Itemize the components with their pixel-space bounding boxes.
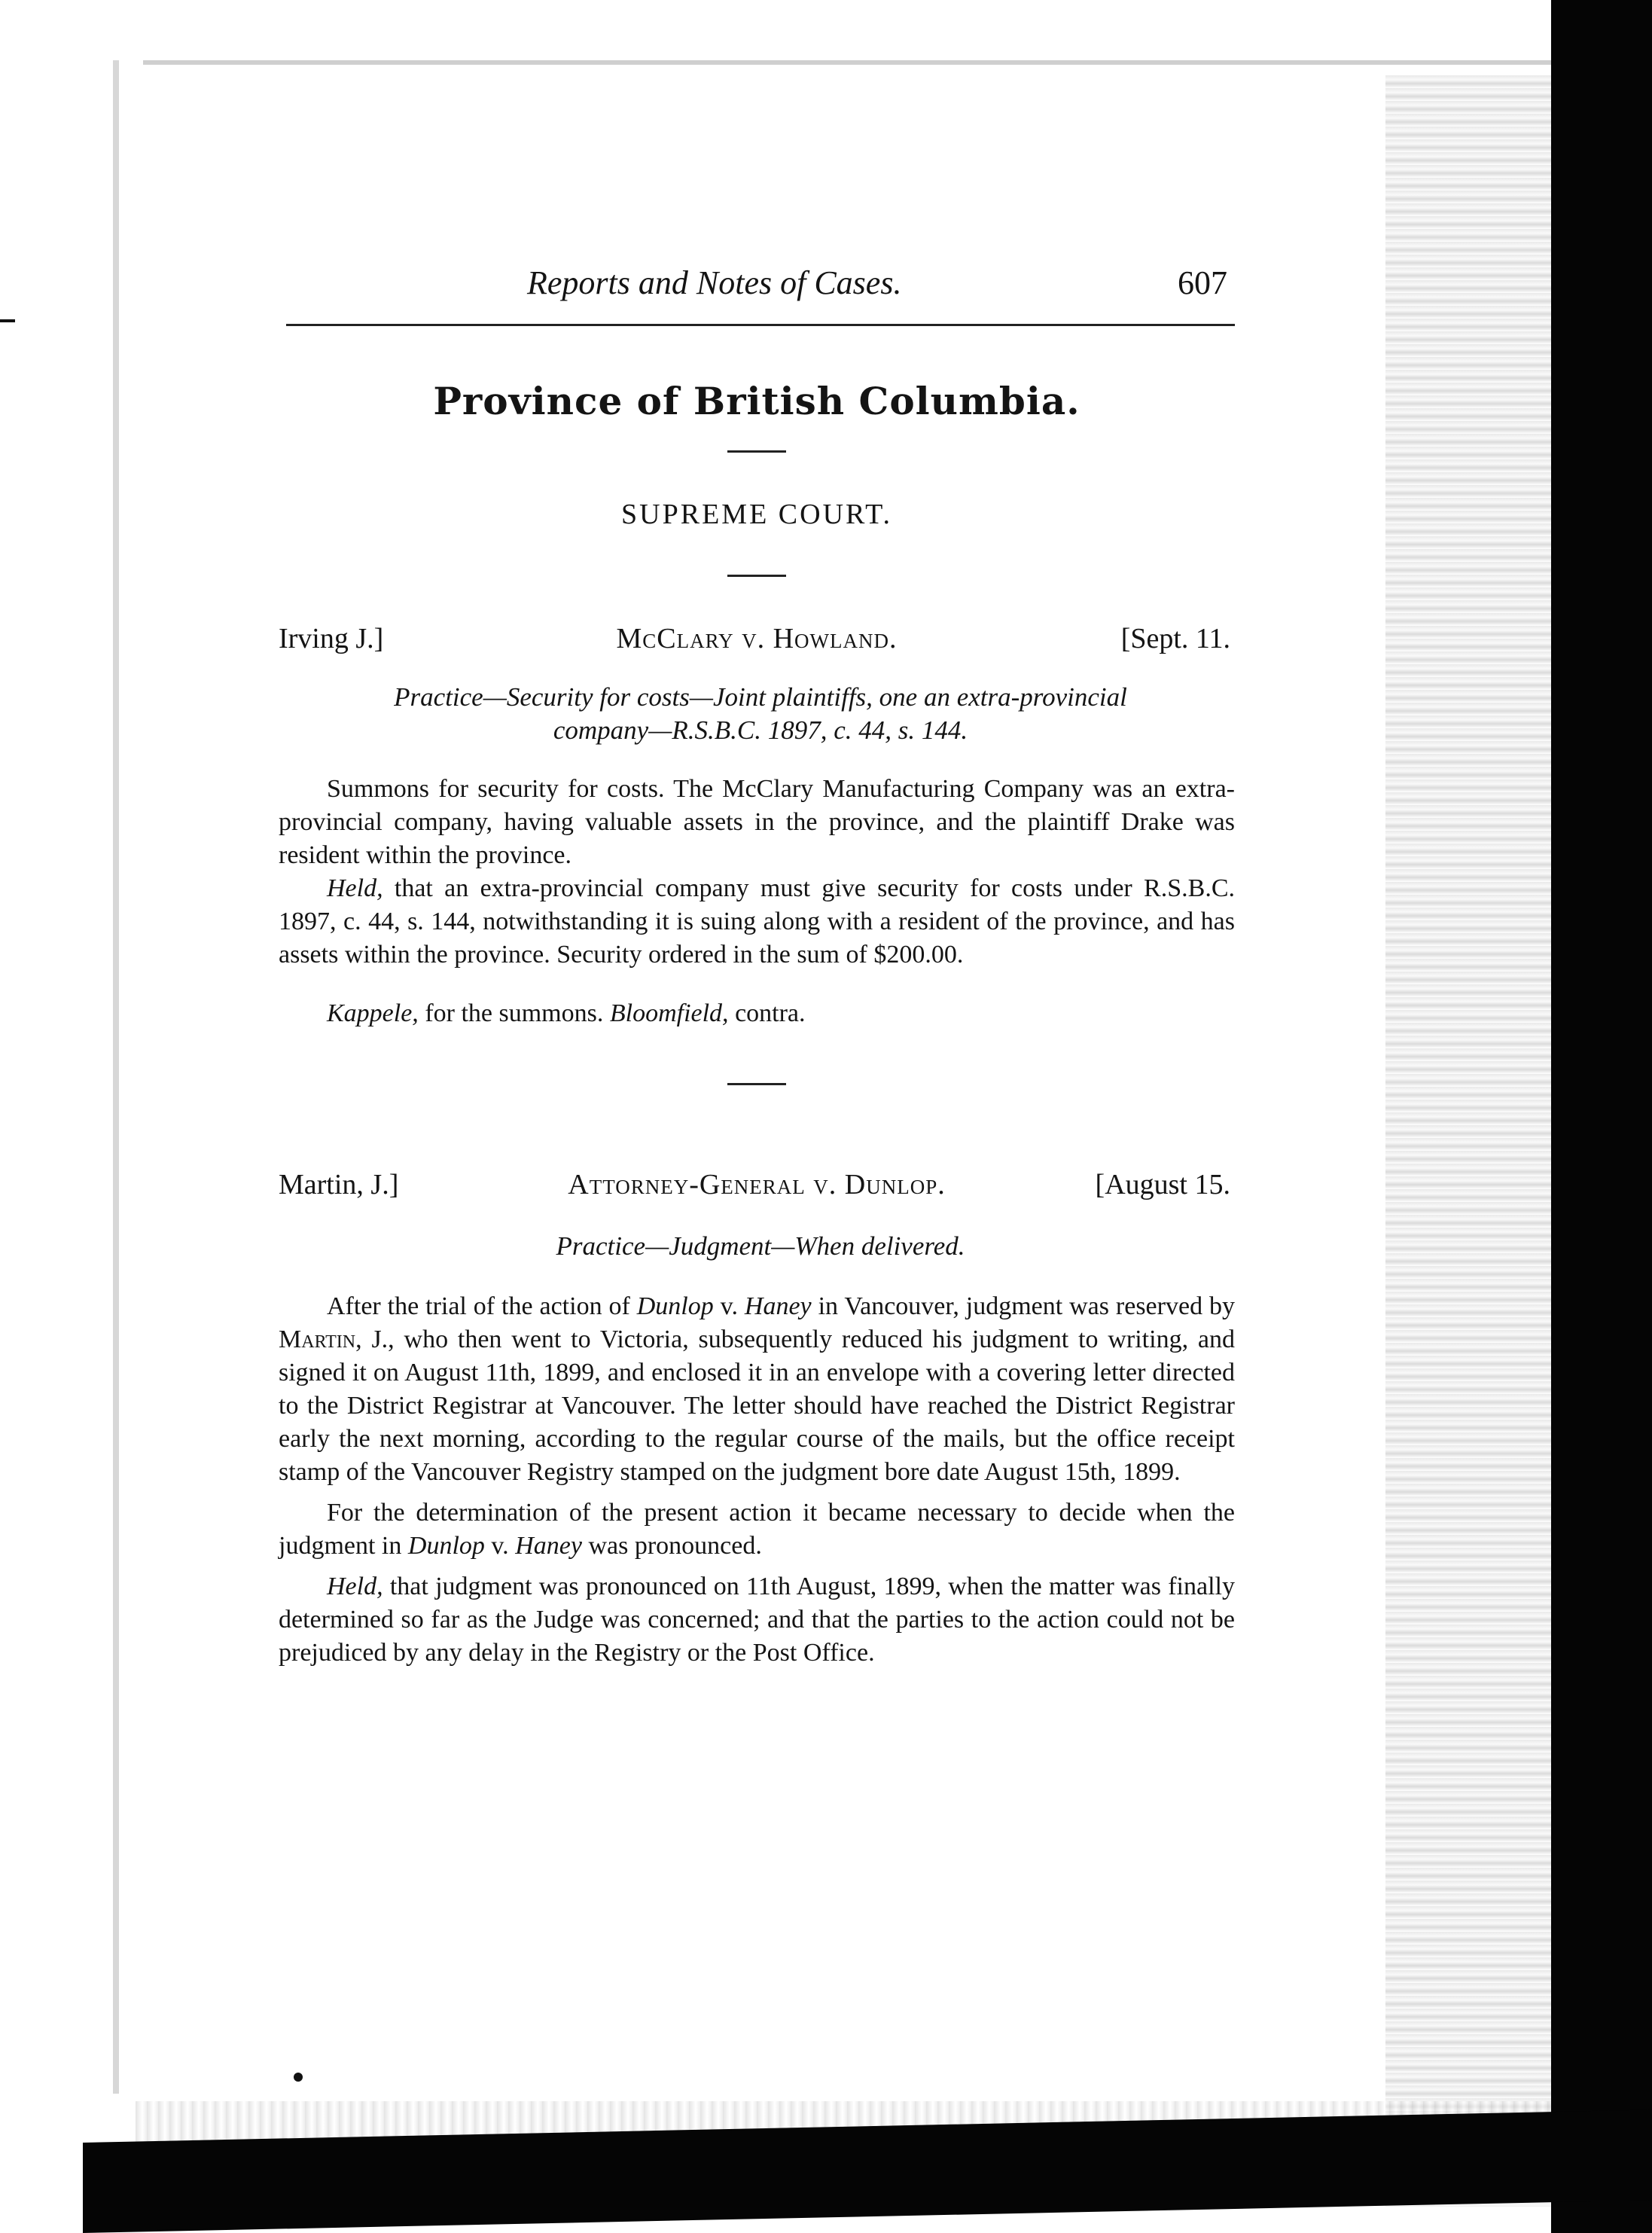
paragraph — [279, 1290, 1235, 1489]
page-top-edge — [143, 60, 1551, 65]
judge-name: Martin — [279, 1325, 356, 1353]
case-party: Haney — [744, 1292, 812, 1320]
case-headnote: Practice—Judgment—When delivered. — [556, 1231, 965, 1261]
held-word: Held, — [327, 1573, 383, 1600]
case-name: Attorney-General v. Dunlop. — [568, 1169, 946, 1200]
paragraph — [279, 872, 1235, 972]
held-text: that an extra-provincial company must give security for costs under R.S.B.C. 1897, c. 44, s. 144, notwithstanding it is suing along with a resident of the province, and has assets within the province. Security ordered in the sum of $200.00. — [279, 874, 1235, 969]
case-party: Dunlop — [636, 1292, 714, 1320]
text-run: For the determination of the present action it became necessary to decide when the judgment in — [279, 1499, 1235, 1560]
counsel-name: Kappele, — [327, 999, 419, 1027]
headnote-line: Practice—Security for costs—Joint plaintiffs, one an extra-provincial — [394, 682, 1127, 712]
paragraph: Summons for security for costs. The McClary Manufacturing Company was an extra-provincial company, having valuable assets in the province, and the plaintiff Drake was resident within the province. — [279, 775, 1235, 869]
case-header — [279, 1168, 1235, 1206]
case-headnote — [309, 681, 1212, 747]
page-number: 607 — [1178, 264, 1227, 301]
section-divider — [727, 450, 786, 453]
text-run: was pronounced. — [581, 1532, 762, 1560]
page-content — [279, 264, 1235, 1677]
paragraph — [279, 1496, 1235, 1563]
running-title: Reports and Notes of Cases. — [527, 264, 902, 301]
text-run: in Vancouver, judgment was reserved by — [811, 1292, 1235, 1320]
court-heading: SUPREME COURT. — [621, 499, 892, 530]
counsel-role: for the summons. — [418, 999, 610, 1027]
held-word: Held, — [327, 874, 383, 902]
counsel-role: contra. — [728, 999, 806, 1027]
case-body — [279, 1290, 1235, 1670]
case-judge: Irving J.] — [279, 623, 384, 654]
header-rule — [286, 324, 1235, 326]
text-run: After the trial of the action of — [327, 1292, 637, 1320]
case-name: McClary v. Howland. — [616, 623, 898, 654]
case-party: Dunlop — [407, 1532, 485, 1560]
headnote-line: company—R.S.B.C. 1897, c. 44, s. 144. — [553, 715, 968, 745]
scan-border-right — [1551, 0, 1652, 2233]
text-run: v. — [713, 1292, 745, 1320]
ink-dot — [294, 2073, 303, 2082]
section-title: Province of British Columbia. — [433, 379, 1081, 423]
case-divider — [727, 1083, 786, 1085]
case-body — [279, 773, 1235, 1030]
court-divider — [727, 575, 786, 577]
counsel-name: Bloomfield, — [609, 999, 729, 1027]
margin-tick — [0, 319, 15, 322]
case-header — [279, 622, 1235, 660]
running-head — [279, 264, 1235, 324]
held-text: that judgment was pronounced on 11th August, 1899, when the matter was finally determined so far as the Judge was concerned; and that the parties to the action could not be prejudiced by any delay in the Registry or the Post Office. — [279, 1573, 1235, 1667]
text-run: v. — [484, 1532, 516, 1560]
page-left-edge — [113, 60, 119, 2094]
case-judge: Martin, J.] — [279, 1169, 399, 1200]
counsel-line — [279, 997, 1235, 1030]
paragraph — [279, 1570, 1235, 1670]
text-run: , J., who then went to Victoria, subsequently reduced his judgment to writing, and signed it on August 11th, 1899, and enclosed it in an envelope with a covering letter directed to the District Registrar at Vancouver. The letter should have reached the District Registrar early the next morning, according to the regular course of the mails, but the office receipt stamp of the Vancouver Registry stamped on the judgment bore date August 15th, 1899. — [279, 1325, 1235, 1486]
case-date: [Sept. 11. — [1120, 623, 1230, 654]
case-date: [August 15. — [1095, 1169, 1230, 1200]
case-party: Haney — [515, 1532, 582, 1560]
